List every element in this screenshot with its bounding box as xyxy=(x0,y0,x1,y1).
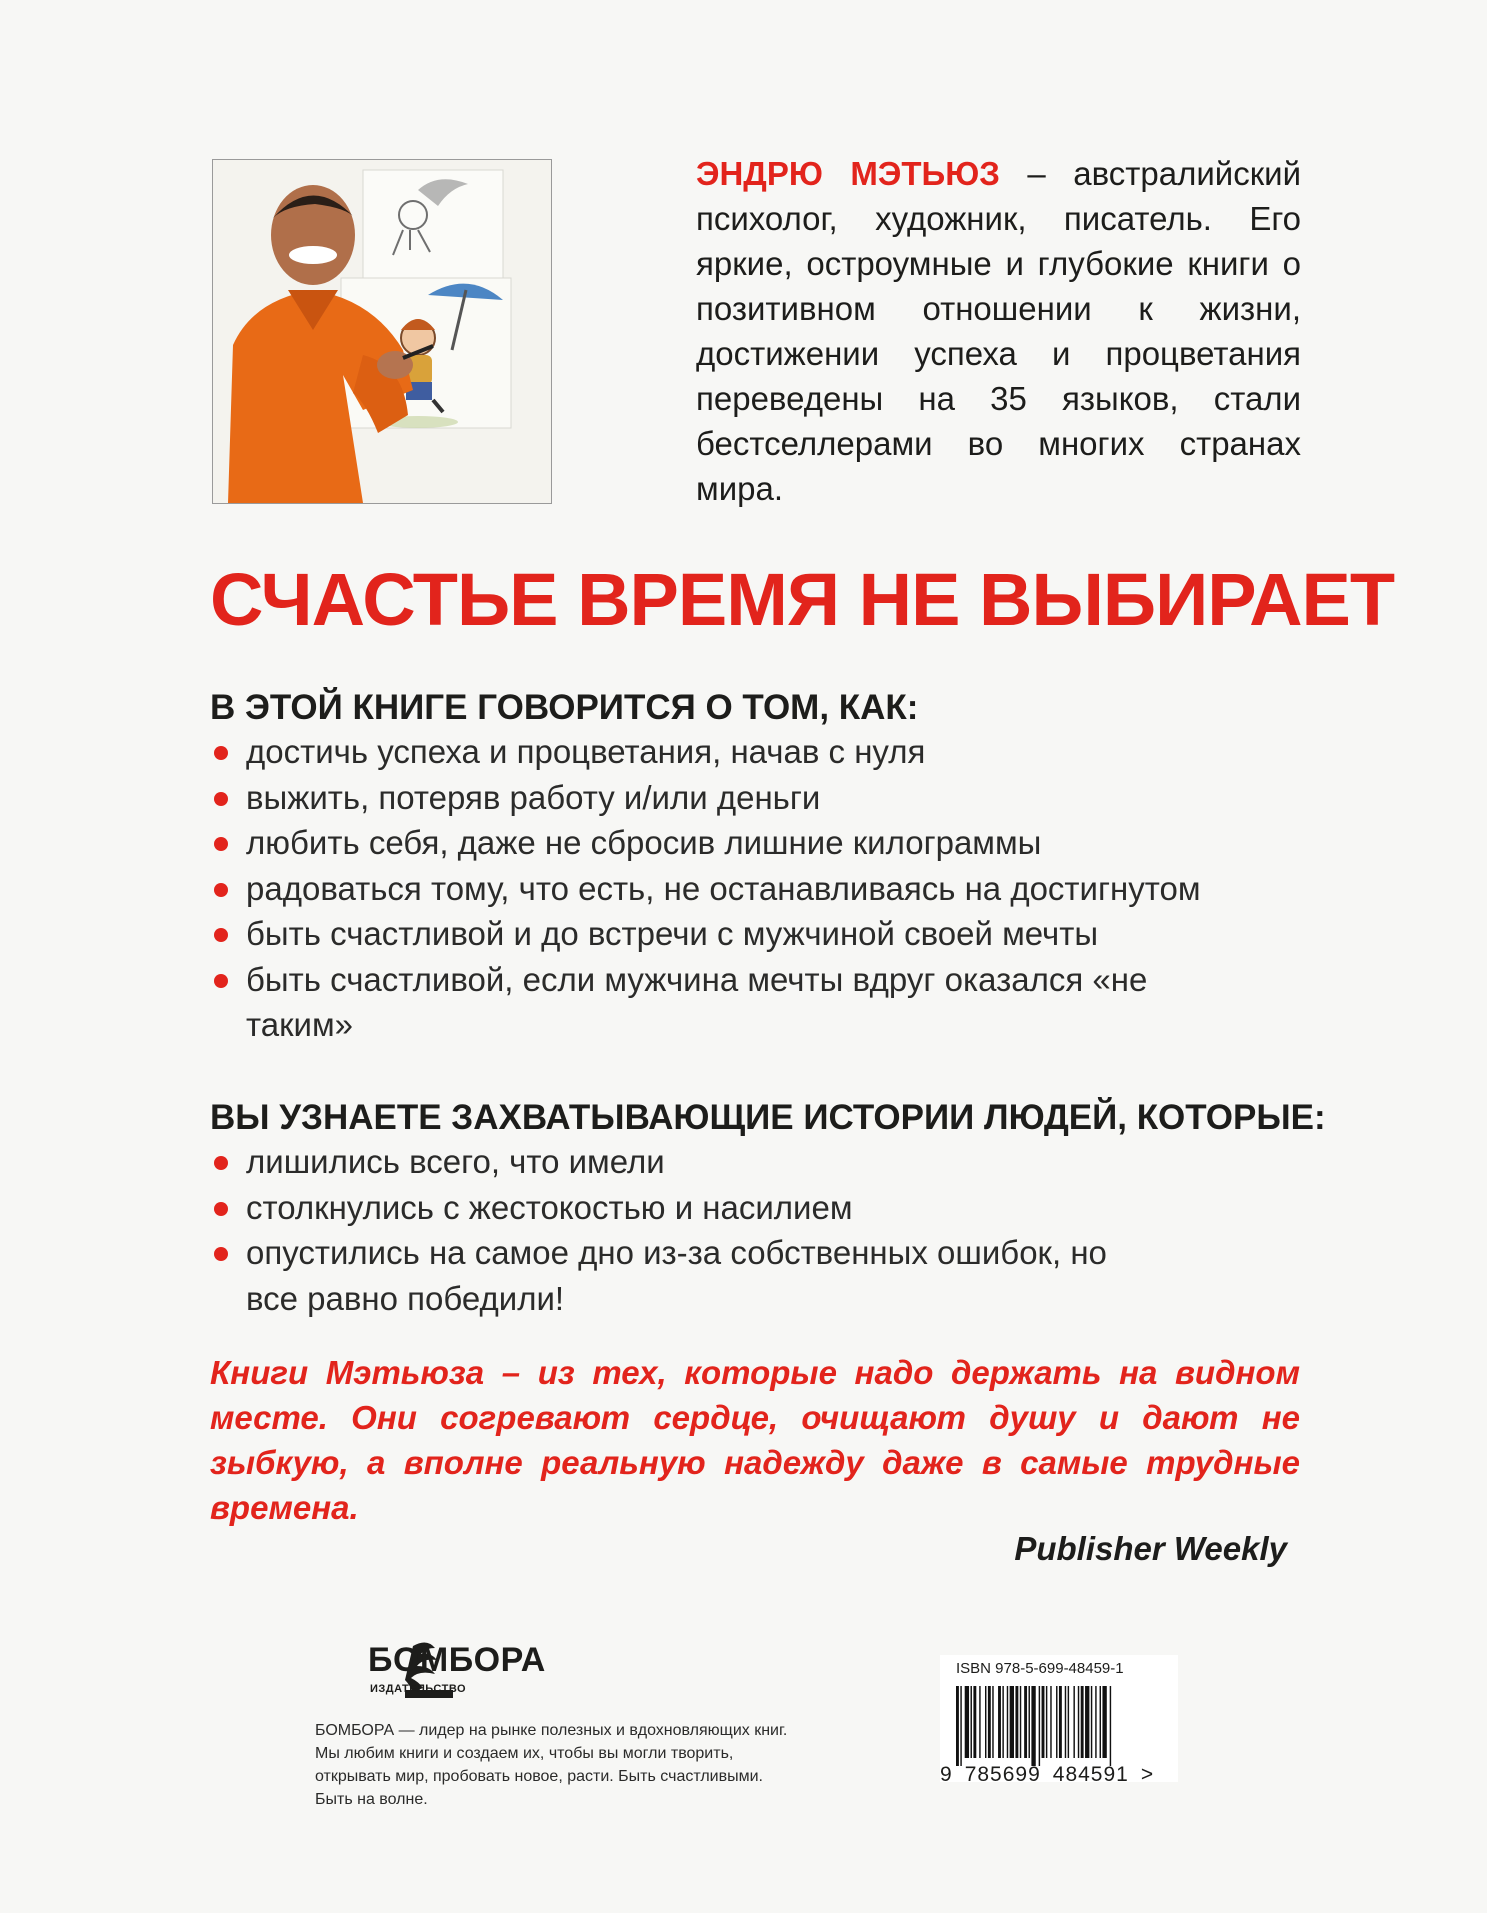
author-photo xyxy=(212,159,552,504)
barcode-bar xyxy=(988,1686,991,1758)
barcode-bar xyxy=(1002,1686,1003,1758)
barcode-bar xyxy=(1081,1686,1084,1758)
publisher-name: БОМБОРА xyxy=(368,1641,546,1679)
barcode-bar xyxy=(1007,1686,1008,1758)
barcode-bar xyxy=(1010,1686,1014,1758)
author-photo-illustration xyxy=(213,160,551,503)
barcode-bar xyxy=(956,1686,959,1766)
barcode-bar xyxy=(1031,1686,1035,1766)
list-item: столкнулись с жестокостью и насилием xyxy=(210,1185,1290,1231)
barcode-bar xyxy=(1110,1686,1111,1766)
barcode-bar xyxy=(965,1686,969,1758)
book-title: СЧАСТЬЕ ВРЕМЯ НЕ ВЫБИРАЕТ xyxy=(210,558,1395,641)
bullet-icon xyxy=(214,1156,228,1170)
barcode-bar xyxy=(971,1686,972,1758)
barcode-bar xyxy=(1046,1686,1047,1758)
list-item: опустились на самое дно из-за собственных ошибок, но все равно победили! xyxy=(210,1230,1166,1321)
publisher-description: БОМБОРА — лидер на рынке полезных и вдохновляющих книг. Мы любим книги и создаем их, чтобы вы могли творить, открывать мир, пробовать новое, расти. Быть счастливыми. Быть на волне. xyxy=(315,1722,788,1808)
list-item: выжить, потеряв работу и/или деньги xyxy=(210,775,1290,821)
barcode-bar xyxy=(1078,1686,1079,1758)
bullet-icon xyxy=(214,1247,228,1261)
barcode-bar xyxy=(1085,1686,1089,1758)
topics-list xyxy=(210,729,1290,1048)
barcode-bar xyxy=(1095,1686,1096,1758)
list-item: радоваться тому, что есть, не останавливаясь на достигнутом xyxy=(210,866,1290,912)
list-item: достичь успеха и процветания, начав с нуля xyxy=(210,729,1290,775)
bullet-icon xyxy=(214,837,228,851)
barcode-bar xyxy=(1100,1686,1101,1758)
barcode-bar xyxy=(1056,1686,1057,1758)
barcode-bar xyxy=(998,1686,1001,1758)
barcode-bar xyxy=(979,1686,980,1758)
bullet-icon xyxy=(214,928,228,942)
barcode-bar xyxy=(985,1686,986,1758)
barcode-digits-right: 484591 xyxy=(1052,1763,1129,1786)
barcode-bar xyxy=(992,1686,993,1758)
list-item: быть счастливой, если мужчина мечты вдруг оказался «не таким» xyxy=(210,957,1166,1048)
bullet-icon xyxy=(214,883,228,897)
bullet-icon xyxy=(214,974,228,988)
barcode-digits-left: 785699 xyxy=(964,1763,1041,1786)
barcode-bar xyxy=(1042,1686,1045,1758)
bullet-icon xyxy=(214,746,228,760)
barcode-bar xyxy=(973,1686,976,1758)
barcode-bar xyxy=(1050,1686,1051,1758)
barcode-bar xyxy=(1073,1686,1074,1758)
barcode-bar xyxy=(1039,1686,1040,1766)
barcode-digit-first: 9 xyxy=(940,1763,953,1786)
barcode-bar xyxy=(1015,1686,1018,1758)
bullet-icon xyxy=(214,792,228,806)
section-heading-topics: В ЭТОЙ КНИГЕ ГОВОРИТСЯ О ТОМ, КАК: xyxy=(210,688,919,727)
section-heading-stories: ВЫ УЗНАЕТЕ ЗАХВАТЫВАЮЩИЕ ИСТОРИИ ЛЮДЕЙ, КОТОРЫЕ: xyxy=(210,1098,1326,1137)
quote-source: Publisher Weekly xyxy=(1014,1530,1287,1567)
publisher-subtitle: ИЗДАТЕЛЬСТВО xyxy=(370,1683,467,1695)
barcode-digits xyxy=(940,1763,1154,1787)
barcode-bar xyxy=(1024,1686,1027,1758)
barcode-bar xyxy=(1065,1686,1066,1758)
bullet-icon xyxy=(214,1202,228,1216)
list-item: лишились всего, что имели xyxy=(210,1139,1290,1185)
barcode-bar xyxy=(1102,1686,1106,1758)
author-bio xyxy=(696,151,1301,511)
barcode-bar xyxy=(1059,1686,1062,1758)
author-name: ЭНДРЮ МЭТЬЮЗ xyxy=(696,155,1000,192)
stories-list xyxy=(210,1139,1290,1321)
review-quote: Книги Мэтьюза – из тех, которые надо держать на видном месте. Они согревают сердце, очищают душу и дают не зыбкую, а вполне реальную надежду даже в самые трудные времена. xyxy=(210,1354,1300,1526)
barcode-arrow: > xyxy=(1140,1763,1155,1786)
list-item: быть счастливой и до встречи с мужчиной своей мечты xyxy=(210,911,1290,957)
barcode-bar xyxy=(1091,1686,1092,1758)
isbn-label: ISBN 978-5-699-48459-1 xyxy=(956,1660,1124,1677)
barcode-bar xyxy=(1020,1686,1021,1758)
barcode-bar xyxy=(1068,1686,1069,1758)
barcode-bar xyxy=(1029,1686,1030,1758)
barcode-bar xyxy=(960,1686,961,1766)
barcode-icon xyxy=(956,1686,1166,1766)
list-item: любить себя, даже не сбросив лишние килограммы xyxy=(210,820,1290,866)
author-bio-text: – австралийский психолог, художник, писатель. Его яркие, остроумные и глубокие книги о позитивном отношении к жизни, достижении успеха и процветания переведены на 35 языков, стали бестселлерами во многих странах мира. xyxy=(696,155,1302,507)
